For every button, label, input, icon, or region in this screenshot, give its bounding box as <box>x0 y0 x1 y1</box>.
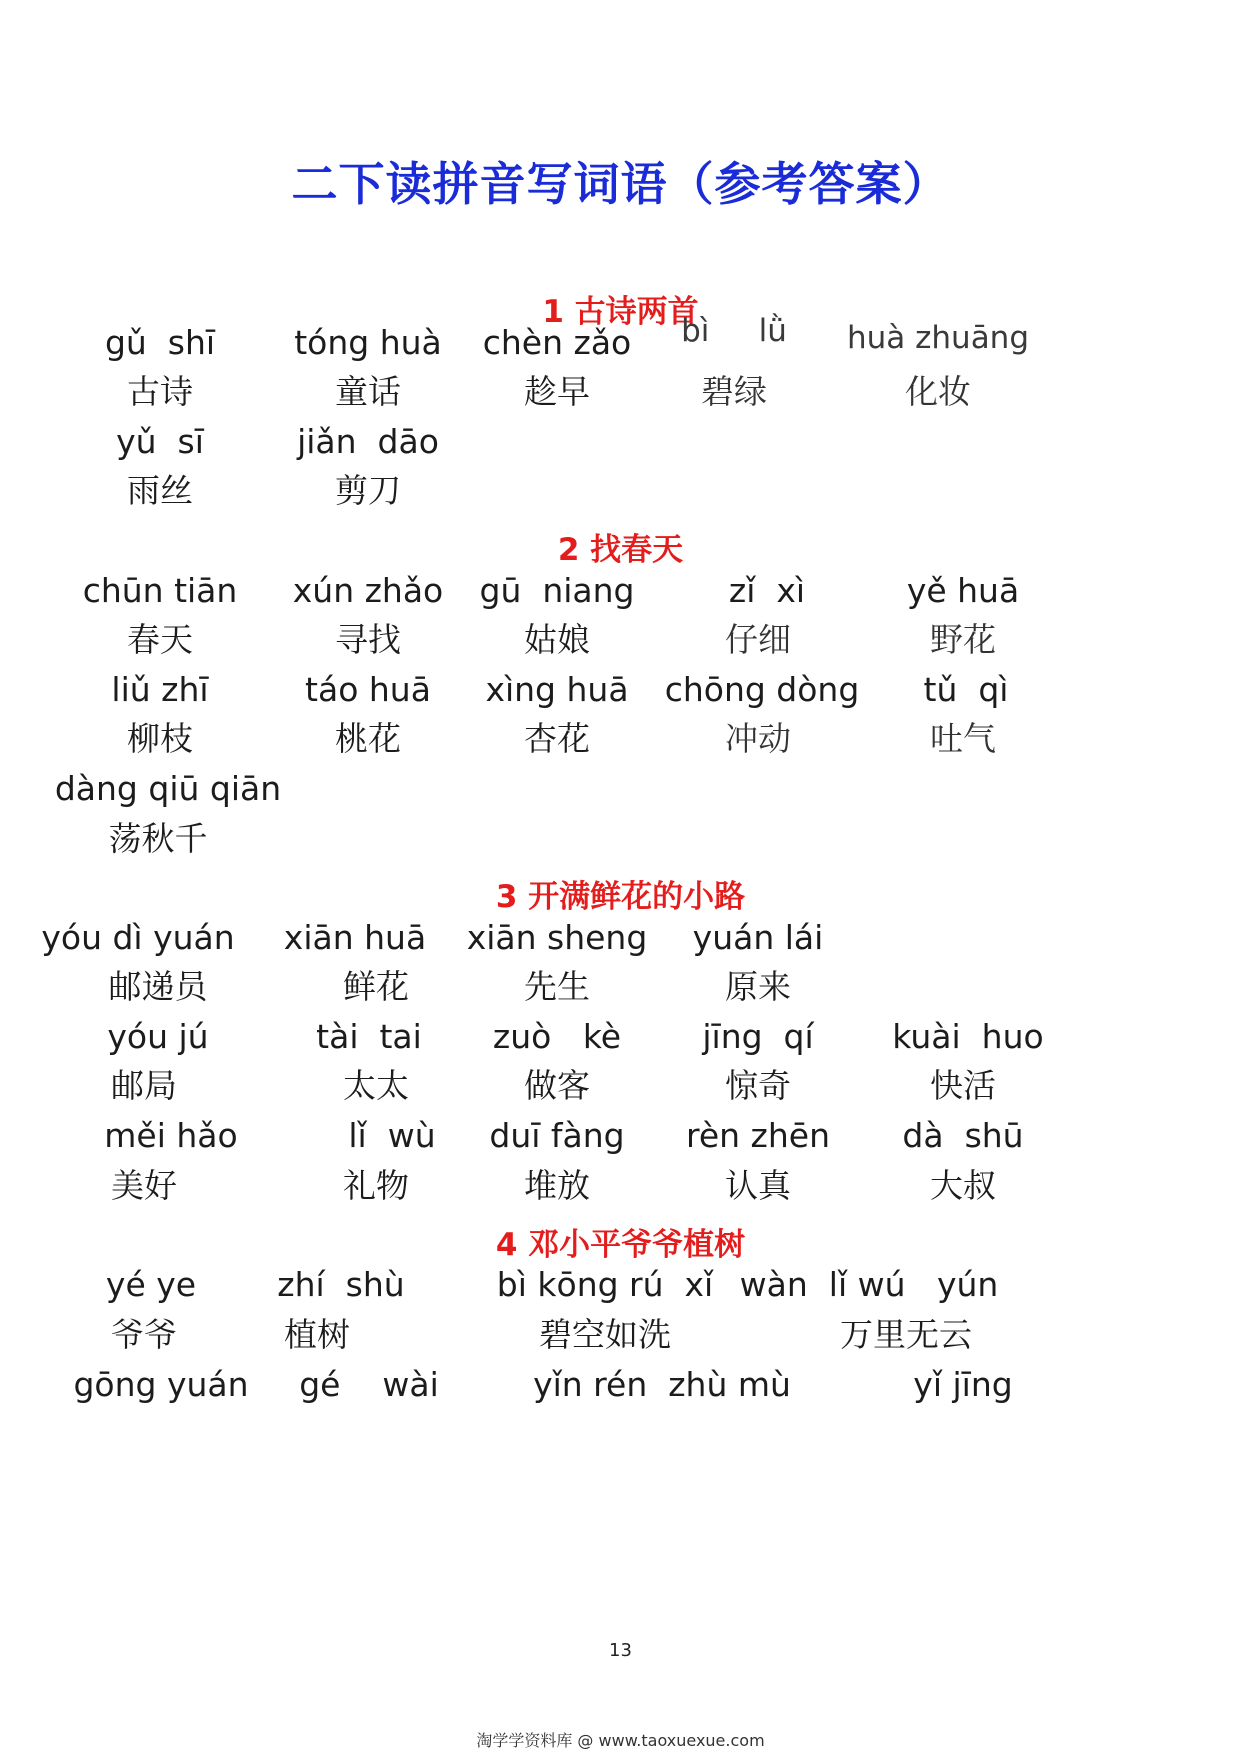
pinyin-cell: wàn lǐ wú yún <box>739 1265 999 1304</box>
pinyin-cell: táo huā <box>305 670 431 709</box>
word-cell: 鲜花 <box>343 967 409 1006</box>
word-cell: 野花 <box>930 620 996 659</box>
section-heading-3: 3 开满鲜花的小路 <box>495 879 746 915</box>
word-cell: 碧绿 <box>701 372 767 411</box>
word-cell: 雨丝 <box>127 471 193 510</box>
word-cell: 做客 <box>524 1066 590 1105</box>
pinyin-cell: rèn zhēn <box>685 1116 831 1155</box>
pinyin-cell: dà shū <box>902 1116 1024 1155</box>
pinyin-cell: měi hǎo <box>104 1116 238 1155</box>
pinyin-cell: xún zhǎo <box>292 571 444 610</box>
pinyin-cell: gū niang <box>479 571 635 610</box>
word-cell: 原来 <box>725 967 791 1006</box>
word-cell: 冲动 <box>725 719 791 758</box>
pinyin-cell: jiǎn dāo <box>297 422 439 461</box>
word-cell: 太太 <box>343 1066 409 1105</box>
word-cell: 快活 <box>930 1066 996 1105</box>
pinyin-cell: yóu dì yuán <box>41 918 235 957</box>
page-number: 13 <box>609 1640 632 1661</box>
pinyin-cell: tài tai <box>316 1017 422 1056</box>
word-cell: 惊奇 <box>725 1066 791 1105</box>
pinyin-cell: xiān huā <box>283 918 427 957</box>
section-heading-4: 4 邓小平爷爷植树 <box>495 1227 746 1263</box>
pinyin-cell: chūn tiān <box>82 571 238 610</box>
pinyin-cell: zuò kè <box>492 1017 622 1056</box>
pinyin-cell: gōng yuán <box>73 1365 249 1404</box>
pinyin-cell: yǐn rén zhù mù <box>533 1365 791 1404</box>
pinyin-cell: xiān sheng <box>466 918 648 957</box>
pinyin-cell: dàng qiū qiān <box>54 769 282 808</box>
word-cell: 爷爷 <box>111 1315 177 1354</box>
pinyin-cell: yě huā <box>906 571 1020 610</box>
word-cell: 剪刀 <box>335 471 401 510</box>
word-cell: 邮局 <box>111 1066 177 1105</box>
word-cell: 植树 <box>284 1315 350 1354</box>
word-cell: 大叔 <box>930 1166 996 1205</box>
pinyin-cell: yǐ jīng <box>913 1365 1013 1404</box>
page-title: 二下读拼音写词语（参考答案） <box>291 157 950 211</box>
word-cell: 柳枝 <box>127 719 193 758</box>
pinyin-cell: yuán lái <box>692 918 824 957</box>
pinyin-cell: yǔ sī <box>116 422 204 461</box>
word-cell: 童话 <box>335 372 401 411</box>
word-cell: 万里无云 <box>840 1315 972 1354</box>
word-cell: 先生 <box>524 967 590 1006</box>
pinyin-cell: zhí shù <box>277 1265 405 1304</box>
footer-watermark: 淘学学资料库 @ www.taoxuexue.com <box>476 1731 765 1750</box>
pinyin-cell: bì kōng rú xǐ <box>496 1265 714 1304</box>
pinyin-cell: gǔ shī <box>104 323 216 362</box>
pinyin-cell: jīng qí <box>702 1017 814 1056</box>
word-cell: 美好 <box>111 1166 177 1205</box>
pinyin-cell: duī fàng <box>489 1116 625 1155</box>
word-cell: 堆放 <box>524 1166 590 1205</box>
pinyin-cell: huà zhuāng <box>846 320 1030 356</box>
pinyin-cell: chōng dòng <box>664 670 860 709</box>
word-cell: 古诗 <box>127 372 193 411</box>
word-cell: 认真 <box>725 1166 791 1205</box>
word-cell: 邮递员 <box>108 967 208 1006</box>
pinyin-cell: kuài huo <box>892 1017 1044 1056</box>
pinyin-cell: tóng huà <box>294 323 442 362</box>
pinyin-cell: yóu jú <box>107 1017 209 1056</box>
pinyin-cell: tǔ qì <box>923 670 1009 709</box>
pinyin-cell: yé ye <box>105 1265 197 1304</box>
word-cell: 寻找 <box>335 620 401 659</box>
word-cell: 碧空如洗 <box>539 1315 671 1354</box>
pinyin-cell: liǔ zhī <box>111 670 209 709</box>
pinyin-cell: bì lǜ <box>681 313 787 349</box>
word-cell: 趁早 <box>524 372 590 411</box>
word-cell: 荡秋千 <box>108 819 208 858</box>
section-heading-1: 1 古诗两首 <box>542 294 699 330</box>
word-cell: 吐气 <box>930 719 996 758</box>
word-cell: 春天 <box>127 620 193 659</box>
pinyin-cell: xìng huā <box>485 670 629 709</box>
pinyin-cell: chèn zǎo <box>482 323 632 362</box>
pinyin-cell: gé wài <box>299 1365 439 1404</box>
word-cell: 仔细 <box>725 620 791 659</box>
word-cell: 桃花 <box>335 719 401 758</box>
word-cell: 杏花 <box>524 719 590 758</box>
pinyin-cell: zǐ xì <box>728 571 806 610</box>
word-cell: 姑娘 <box>524 620 590 659</box>
pinyin-cell: lǐ wù <box>348 1116 436 1155</box>
word-cell: 礼物 <box>343 1166 409 1205</box>
section-heading-2: 2 找春天 <box>557 532 684 568</box>
word-cell: 化妆 <box>905 372 971 411</box>
